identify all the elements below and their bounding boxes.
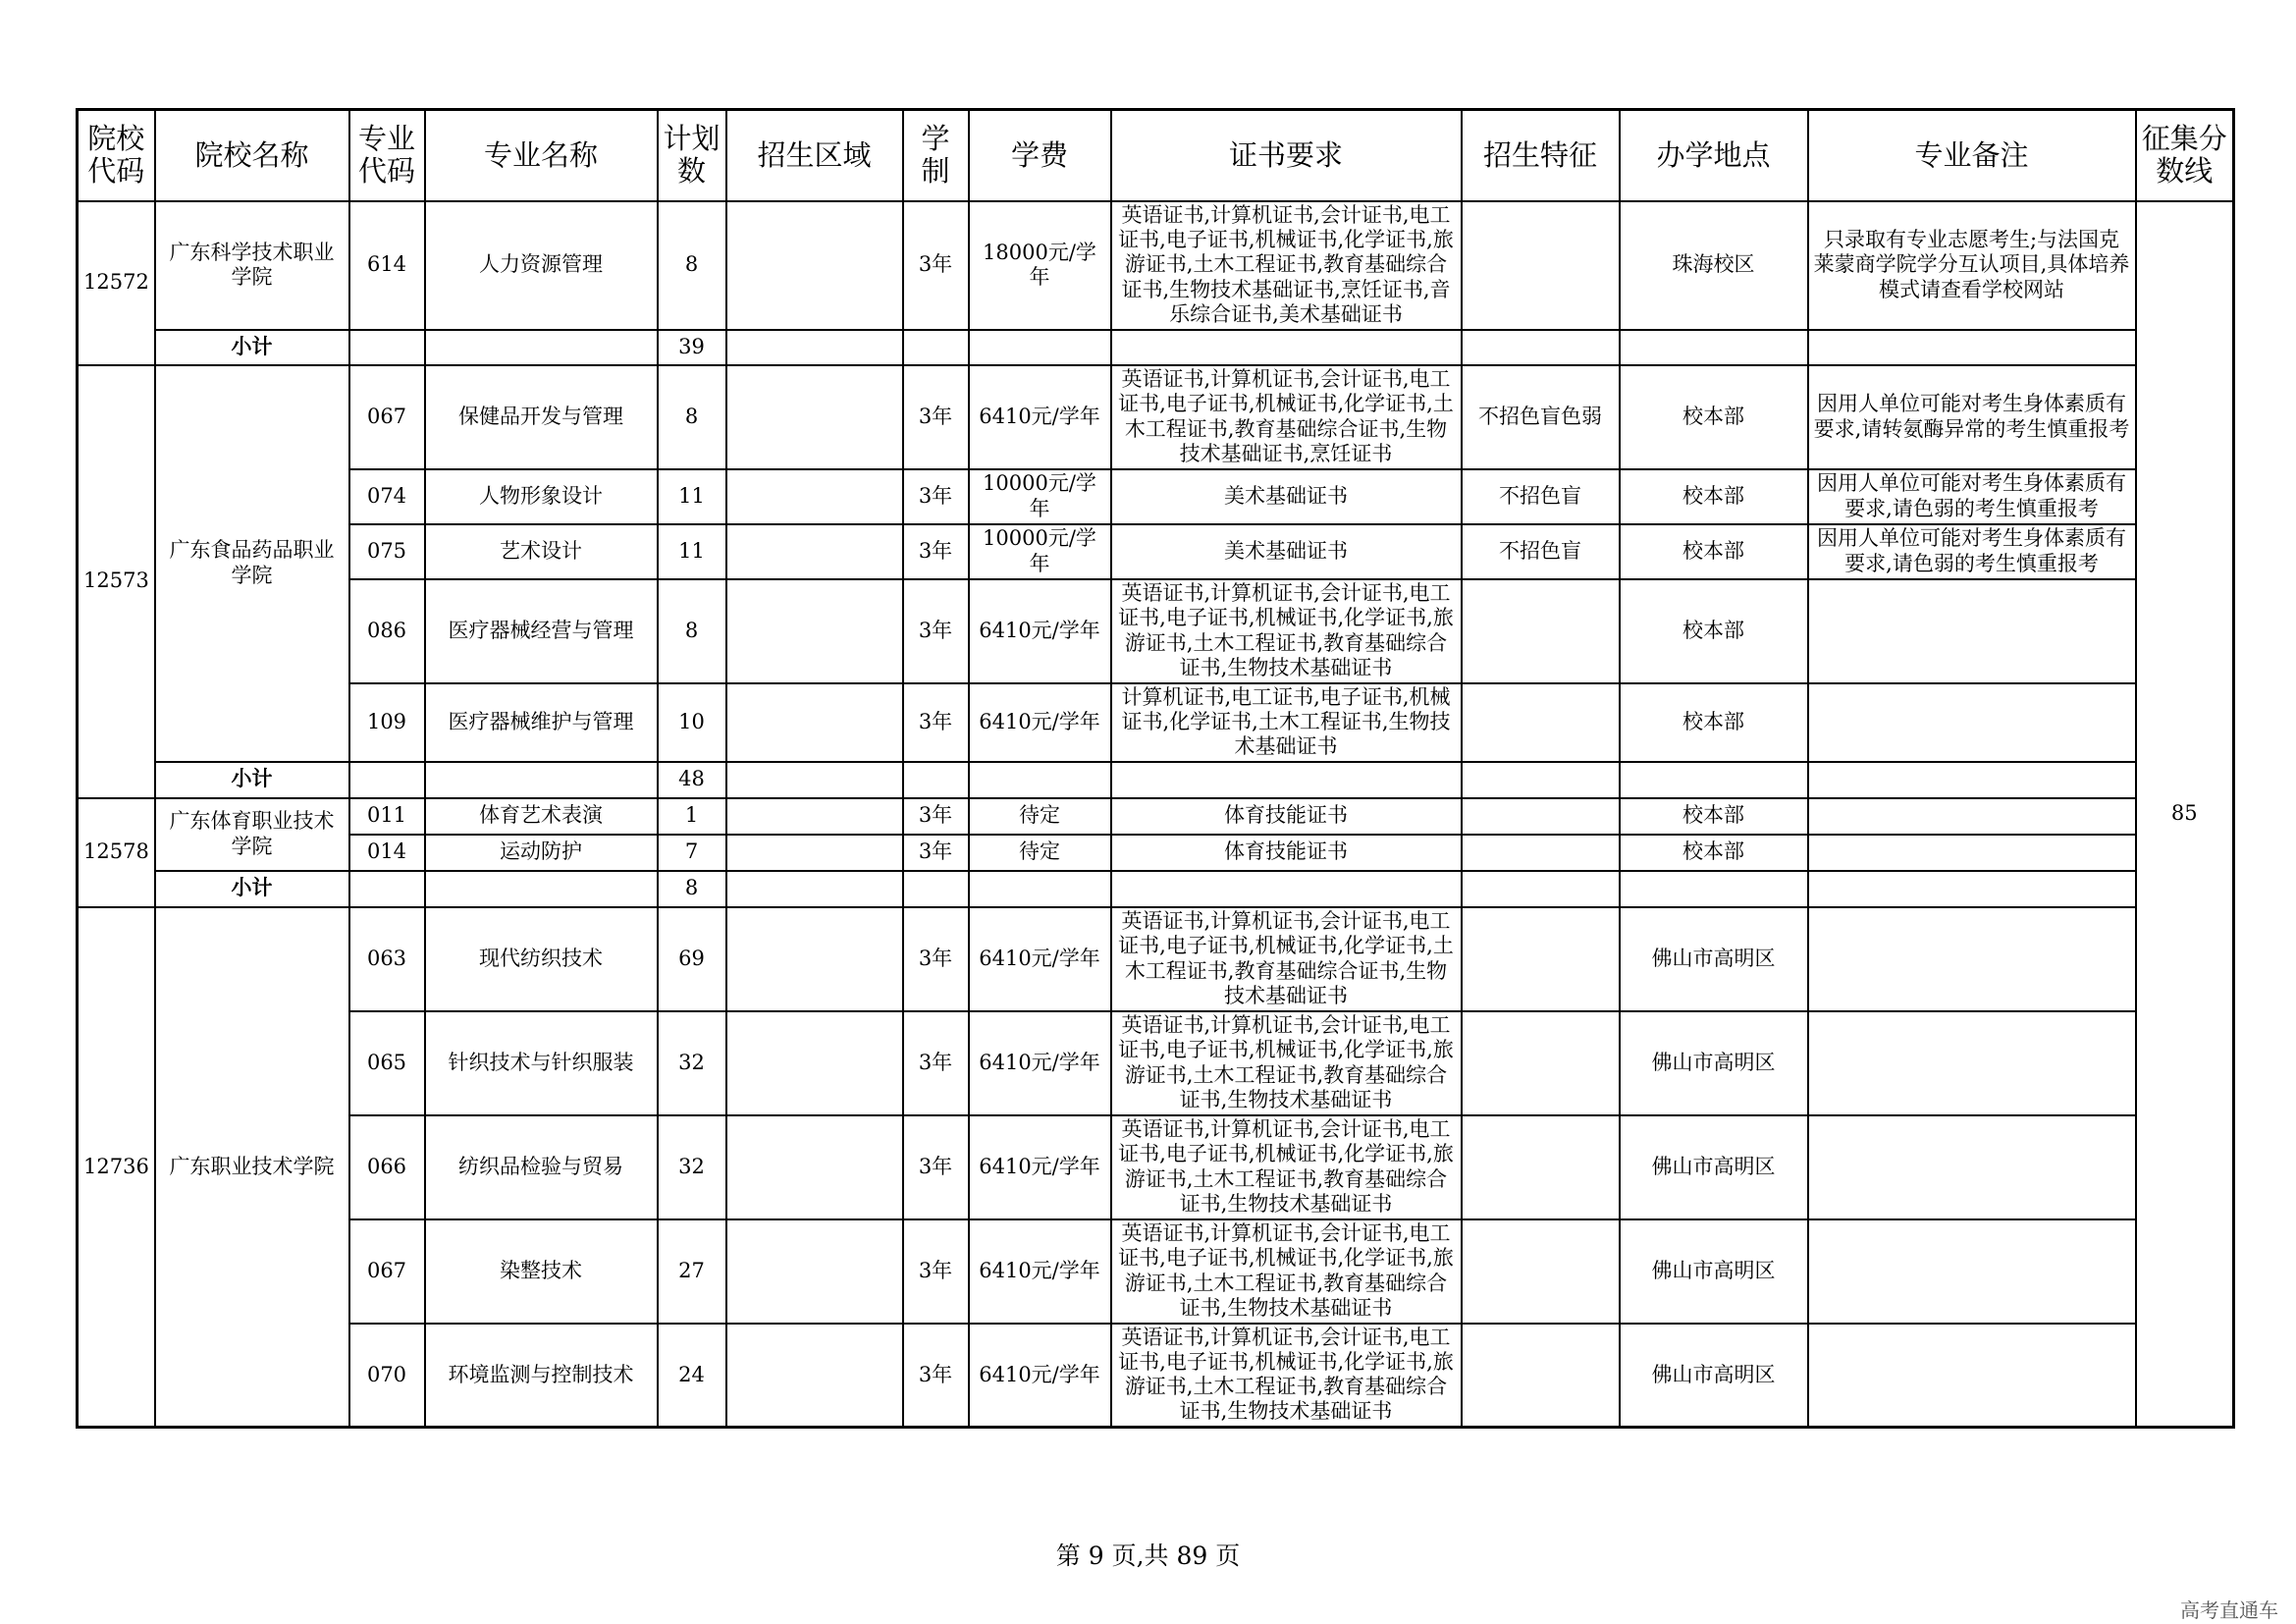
table-row	[78, 907, 2234, 1011]
location: 佛山市高明区	[1620, 1011, 1808, 1115]
header-major-code: 专业代码	[349, 110, 425, 201]
location: 佛山市高明区	[1620, 1219, 1808, 1324]
years: 3年	[903, 524, 969, 579]
major-code: 067	[349, 1219, 425, 1324]
fee: 6410元/学年	[969, 579, 1111, 683]
school-name: 广东职业技术学院	[155, 907, 349, 1428]
years: 3年	[903, 579, 969, 683]
major-note	[1808, 1011, 2136, 1115]
header-feature: 招生特征	[1462, 110, 1620, 201]
header-cutoff: 征集分数线	[2136, 110, 2234, 201]
enrollment-table	[76, 108, 2235, 1429]
years: 3年	[903, 1324, 969, 1428]
major-code: 063	[349, 907, 425, 1011]
years: 3年	[903, 907, 969, 1011]
region	[726, 524, 903, 579]
fee: 6410元/学年	[969, 1011, 1111, 1115]
plan-count: 11	[658, 469, 726, 524]
years: 3年	[903, 835, 969, 871]
major-note: 只录取有专业志愿考生;与法国克莱蒙商学院学分互认项目,具体培养模式请查看学校网站	[1808, 201, 2136, 330]
feature	[1462, 907, 1620, 1011]
plan-count: 27	[658, 1219, 726, 1324]
subtotal-count: 8	[658, 871, 726, 907]
years: 3年	[903, 365, 969, 469]
table-row	[78, 1115, 2234, 1219]
subtotal-row	[78, 871, 2234, 907]
years: 3年	[903, 1115, 969, 1219]
years: 3年	[903, 1219, 969, 1324]
table-row	[78, 469, 2234, 524]
major-code: 070	[349, 1324, 425, 1428]
major-name: 针织技术与针织服装	[425, 1011, 658, 1115]
header-major-name: 专业名称	[425, 110, 658, 201]
header-school-name: 院校名称	[155, 110, 349, 201]
major-note	[1808, 835, 2136, 871]
fee: 6410元/学年	[969, 1219, 1111, 1324]
watermark: 高考直通车	[2180, 1598, 2278, 1622]
cert-requirement: 英语证书,计算机证书,会计证书,电工证书,电子证书,机械证书,化学证书,土木工程证书,教育基础综合证书,生物技术基础证书,烹饪证书	[1111, 365, 1462, 469]
fee: 待定	[969, 835, 1111, 871]
table-row	[78, 1324, 2234, 1428]
major-note: 因用人单位可能对考生身体素质有要求,请色弱的考生慎重报考	[1808, 524, 2136, 579]
location: 校本部	[1620, 469, 1808, 524]
major-code: 086	[349, 579, 425, 683]
region	[726, 201, 903, 330]
major-name: 运动防护	[425, 835, 658, 871]
header-plan: 计划数	[658, 110, 726, 201]
table-row	[78, 524, 2234, 579]
years: 3年	[903, 1011, 969, 1115]
table-row	[78, 1219, 2234, 1324]
fee: 待定	[969, 798, 1111, 835]
fee: 6410元/学年	[969, 1115, 1111, 1219]
region	[726, 365, 903, 469]
major-note	[1808, 1324, 2136, 1428]
fee: 6410元/学年	[969, 1324, 1111, 1428]
major-name: 染整技术	[425, 1219, 658, 1324]
cert-requirement: 英语证书,计算机证书,会计证书,电工证书,电子证书,机械证书,化学证书,旅游证书,土木工程证书,教育基础综合证书,生物技术基础证书,烹饪证书,音乐综合证书,美术基础证书	[1111, 201, 1462, 330]
major-code: 067	[349, 365, 425, 469]
major-code: 011	[349, 798, 425, 835]
location: 珠海校区	[1620, 201, 1808, 330]
cert-requirement: 英语证书,计算机证书,会计证书,电工证书,电子证书,机械证书,化学证书,土木工程证书,教育基础综合证书,生物技术基础证书	[1111, 907, 1462, 1011]
major-code: 109	[349, 683, 425, 762]
plan-count: 1	[658, 798, 726, 835]
subtotal-label: 小计	[155, 762, 349, 798]
feature: 不招色盲	[1462, 524, 1620, 579]
region	[726, 1324, 903, 1428]
cert-requirement: 英语证书,计算机证书,会计证书,电工证书,电子证书,机械证书,化学证书,旅游证书,土木工程证书,教育基础综合证书,生物技术基础证书	[1111, 1219, 1462, 1324]
major-name: 环境监测与控制技术	[425, 1324, 658, 1428]
major-code: 014	[349, 835, 425, 871]
major-code: 075	[349, 524, 425, 579]
cutoff-score: 85	[2136, 201, 2234, 1428]
school-name: 广东体育职业技术学院	[155, 798, 349, 871]
major-name: 人物形象设计	[425, 469, 658, 524]
feature	[1462, 1219, 1620, 1324]
school-code: 12736	[78, 907, 155, 1428]
subtotal-count: 39	[658, 330, 726, 365]
years: 3年	[903, 469, 969, 524]
header-fee: 学费	[969, 110, 1111, 201]
years: 3年	[903, 798, 969, 835]
feature	[1462, 835, 1620, 871]
cert-requirement: 计算机证书,电工证书,电子证书,机械证书,化学证书,土木工程证书,生物技术基础证书	[1111, 683, 1462, 762]
location: 佛山市高明区	[1620, 907, 1808, 1011]
table-row	[78, 683, 2234, 762]
fee: 6410元/学年	[969, 907, 1111, 1011]
major-name: 医疗器械维护与管理	[425, 683, 658, 762]
major-code: 074	[349, 469, 425, 524]
major-name: 现代纺织技术	[425, 907, 658, 1011]
table-row	[78, 201, 2234, 330]
location: 校本部	[1620, 524, 1808, 579]
feature	[1462, 1011, 1620, 1115]
cert-requirement: 美术基础证书	[1111, 524, 1462, 579]
cert-requirement: 英语证书,计算机证书,会计证书,电工证书,电子证书,机械证书,化学证书,旅游证书,土木工程证书,教育基础综合证书,生物技术基础证书	[1111, 1011, 1462, 1115]
major-note	[1808, 579, 2136, 683]
major-note	[1808, 907, 2136, 1011]
cert-requirement: 体育技能证书	[1111, 835, 1462, 871]
location: 校本部	[1620, 798, 1808, 835]
fee: 6410元/学年	[969, 683, 1111, 762]
subtotal-row	[78, 330, 2234, 365]
header-cert: 证书要求	[1111, 110, 1462, 201]
region	[726, 1011, 903, 1115]
plan-count: 11	[658, 524, 726, 579]
header-school-code: 院校代码	[78, 110, 155, 201]
header-region: 招生区域	[726, 110, 903, 201]
table-row	[78, 579, 2234, 683]
plan-count: 7	[658, 835, 726, 871]
header-row	[78, 110, 2234, 201]
major-note	[1808, 683, 2136, 762]
plan-count: 8	[658, 365, 726, 469]
cert-requirement: 英语证书,计算机证书,会计证书,电工证书,电子证书,机械证书,化学证书,旅游证书,土木工程证书,教育基础综合证书,生物技术基础证书	[1111, 579, 1462, 683]
location: 佛山市高明区	[1620, 1324, 1808, 1428]
major-code: 066	[349, 1115, 425, 1219]
region	[726, 579, 903, 683]
region	[726, 1219, 903, 1324]
plan-count: 24	[658, 1324, 726, 1428]
location: 佛山市高明区	[1620, 1115, 1808, 1219]
feature: 不招色盲色弱	[1462, 365, 1620, 469]
major-note	[1808, 1219, 2136, 1324]
major-name: 纺织品检验与贸易	[425, 1115, 658, 1219]
feature	[1462, 798, 1620, 835]
major-name: 体育艺术表演	[425, 798, 658, 835]
major-note: 因用人单位可能对考生身体素质有要求,请转氨酶异常的考生慎重报考	[1808, 365, 2136, 469]
feature	[1462, 201, 1620, 330]
school-name: 广东食品药品职业学院	[155, 365, 349, 762]
header-years: 学制	[903, 110, 969, 201]
region	[726, 798, 903, 835]
plan-count: 32	[658, 1011, 726, 1115]
feature	[1462, 683, 1620, 762]
region	[726, 683, 903, 762]
plan-count: 8	[658, 579, 726, 683]
plan-count: 32	[658, 1115, 726, 1219]
subtotal-count: 48	[658, 762, 726, 798]
school-code: 12578	[78, 798, 155, 907]
feature	[1462, 1115, 1620, 1219]
major-name: 医疗器械经营与管理	[425, 579, 658, 683]
cert-requirement: 美术基础证书	[1111, 469, 1462, 524]
major-name: 艺术设计	[425, 524, 658, 579]
cert-requirement: 英语证书,计算机证书,会计证书,电工证书,电子证书,机械证书,化学证书,旅游证书,土木工程证书,教育基础综合证书,生物技术基础证书	[1111, 1324, 1462, 1428]
feature	[1462, 1324, 1620, 1428]
major-note	[1808, 798, 2136, 835]
feature	[1462, 579, 1620, 683]
location: 校本部	[1620, 835, 1808, 871]
major-code: 065	[349, 1011, 425, 1115]
header-location: 办学地点	[1620, 110, 1808, 201]
table-row	[78, 835, 2234, 871]
region	[726, 469, 903, 524]
plan-count: 8	[658, 201, 726, 330]
page-number: 第 9 页,共 89 页	[1055, 1542, 1241, 1570]
major-note: 因用人单位可能对考生身体素质有要求,请色弱的考生慎重报考	[1808, 469, 2136, 524]
fee: 10000元/学年	[969, 524, 1111, 579]
fee: 10000元/学年	[969, 469, 1111, 524]
header-note: 专业备注	[1808, 110, 2136, 201]
subtotal-label: 小计	[155, 330, 349, 365]
table-row	[78, 1011, 2234, 1115]
cert-requirement: 体育技能证书	[1111, 798, 1462, 835]
plan-count: 10	[658, 683, 726, 762]
fee: 18000元/学年	[969, 201, 1111, 330]
years: 3年	[903, 683, 969, 762]
feature: 不招色盲	[1462, 469, 1620, 524]
region	[726, 835, 903, 871]
subtotal-row	[78, 762, 2234, 798]
school-code: 12572	[78, 201, 155, 365]
school-code: 12573	[78, 365, 155, 798]
region	[726, 1115, 903, 1219]
region	[726, 907, 903, 1011]
location: 校本部	[1620, 579, 1808, 683]
plan-count: 69	[658, 907, 726, 1011]
years: 3年	[903, 201, 969, 330]
major-name: 保健品开发与管理	[425, 365, 658, 469]
major-name: 人力资源管理	[425, 201, 658, 330]
cert-requirement: 英语证书,计算机证书,会计证书,电工证书,电子证书,机械证书,化学证书,旅游证书,土木工程证书,教育基础综合证书,生物技术基础证书	[1111, 1115, 1462, 1219]
table-row	[78, 365, 2234, 469]
subtotal-label: 小计	[155, 871, 349, 907]
fee: 6410元/学年	[969, 365, 1111, 469]
major-note	[1808, 1115, 2136, 1219]
major-code: 614	[349, 201, 425, 330]
table-row	[78, 798, 2234, 835]
location: 校本部	[1620, 365, 1808, 469]
school-name: 广东科学技术职业学院	[155, 201, 349, 330]
location: 校本部	[1620, 683, 1808, 762]
